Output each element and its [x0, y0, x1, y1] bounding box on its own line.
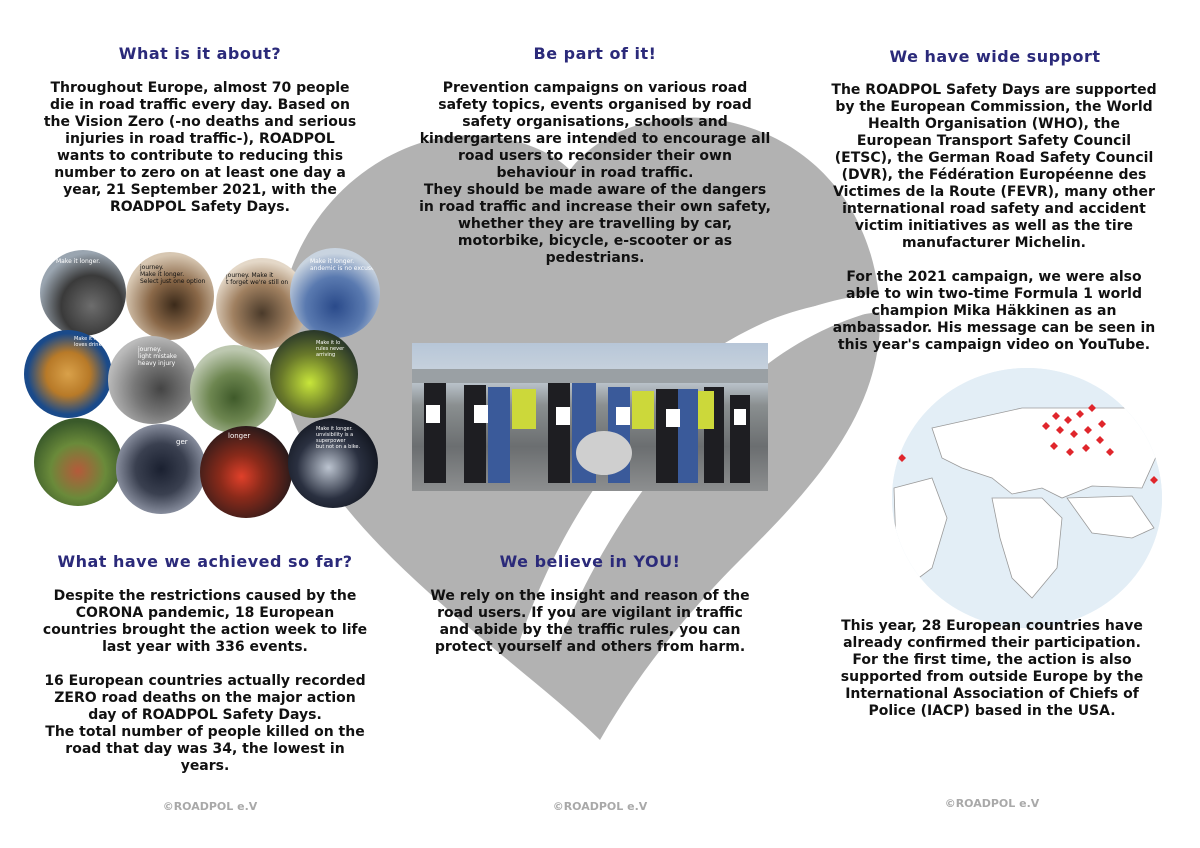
text-wide-support: The ROADPOL Safety Days are supported by the European Commission, the World Health Organisation (WHO), the European Transport Safety Council (ETSC), the German Road Safety Council (DVR), the Fédération Européenne des Victimes de la Route (FEVR), many other international road safety and accident victim initiatives as well as the tire manufacturer Michelin. For the 2021 campaign, we were also able to win two-time Formula 1 world champion Mika Häkkinen as an ambassador. His message can be seen in this year's campaign video on YouTube. — [831, 82, 1157, 353]
collage-photo-child-ball — [34, 418, 122, 506]
collage-caption: Make it longer. andemic is no excuse — [310, 258, 375, 272]
heading-be-part-of-it: Be part of it! — [533, 44, 657, 63]
collage-caption: Make it longer. unvisibility is a superpower but not on a bike. — [316, 426, 361, 450]
heading-what-is-it-about: What is it about? — [118, 44, 282, 63]
footer-copyright-right: ©ROADPOL e.V — [944, 797, 1040, 810]
collage-caption: Make it longer. loves drink — [74, 336, 111, 348]
collage-caption: ger — [176, 438, 188, 446]
collage-photo-driver-phone — [290, 248, 380, 338]
heading-we-have-wide-support: We have wide support — [889, 47, 1101, 66]
collage-photo-cyclist — [288, 418, 378, 508]
text-be-part-of-it: Prevention campaigns on various road safety topics, events organised by road safety organisations, schools and kindergartens are intended to encourage all road users to reconsider their own behaviour in road traffic. They should be made aware of the dangers in road traffic and increase their own safety, whether they are travelling by car, motorbike, bicycle, e-scooter or as pedestrians. — [419, 80, 771, 266]
footer-copyright-middle: ©ROADPOL e.V — [552, 800, 648, 813]
collage-caption: journey. light mistake heavy injury — [138, 346, 177, 367]
group-photo-police-officers — [412, 343, 768, 491]
collage-photo-sign — [116, 424, 206, 514]
text-what-have-we-achieved: Despite the restrictions caused by the CORONA pandemic, 18 European countries brought the action week to life last year with 336 events. 16 European countries actually recorded ZERO road deaths on the major action day of ROADPOL Safety Days. The total number of people killed on the road that day was 34, the lowest in years. — [42, 588, 368, 774]
world-map-participation — [892, 368, 1162, 628]
world-map-drawing — [892, 368, 1162, 628]
collage-photo-car — [40, 250, 126, 336]
group-photo-figures — [412, 343, 768, 491]
collage-caption: longer — [228, 432, 251, 440]
heading-what-have-we-achieved: What have we achieved so far? — [57, 552, 353, 571]
collage-photo-teddy — [24, 330, 112, 418]
collage-caption: journey. Make it t forget we're still on — [226, 272, 289, 286]
collage-caption: journey. Make it longer. Select just one option — [140, 264, 206, 285]
collage-photo-speeding-car — [200, 426, 292, 518]
collage-caption: Make it lo rules never arriving — [316, 340, 345, 358]
collage-caption: Make it longer. — [56, 258, 101, 265]
collage-photo-keys — [126, 252, 214, 340]
collage-photo-crossing — [190, 345, 278, 433]
collage-photo-police — [270, 330, 358, 418]
footer-copyright-left: ©ROADPOL e.V — [162, 800, 258, 813]
heading-we-believe-in-you: We believe in YOU! — [499, 552, 681, 571]
collage-photo-glass — [108, 336, 196, 424]
text-we-believe-in-you: We rely on the insight and reason of the road users. If you are vigilant in traffic and abide by the traffic rules, you can protect yourself and others from harm. — [430, 588, 750, 655]
text-participation: This year, 28 European countries have already confirmed their participation. For the first time, the action is also supported from outside Europe by the International Association of Chiefs of Police (IACP) based in the USA. — [840, 618, 1144, 719]
text-what-is-it-about: Throughout Europe, almost 70 people die in road traffic every day. Based on the Vision Zero (-no deaths and serious injuries in road traffic-), ROADPOL wants to contribute to reducing this number to zero on at least one day a year, 21 September 2021, with the ROADPOL Safety Days. — [43, 80, 357, 215]
